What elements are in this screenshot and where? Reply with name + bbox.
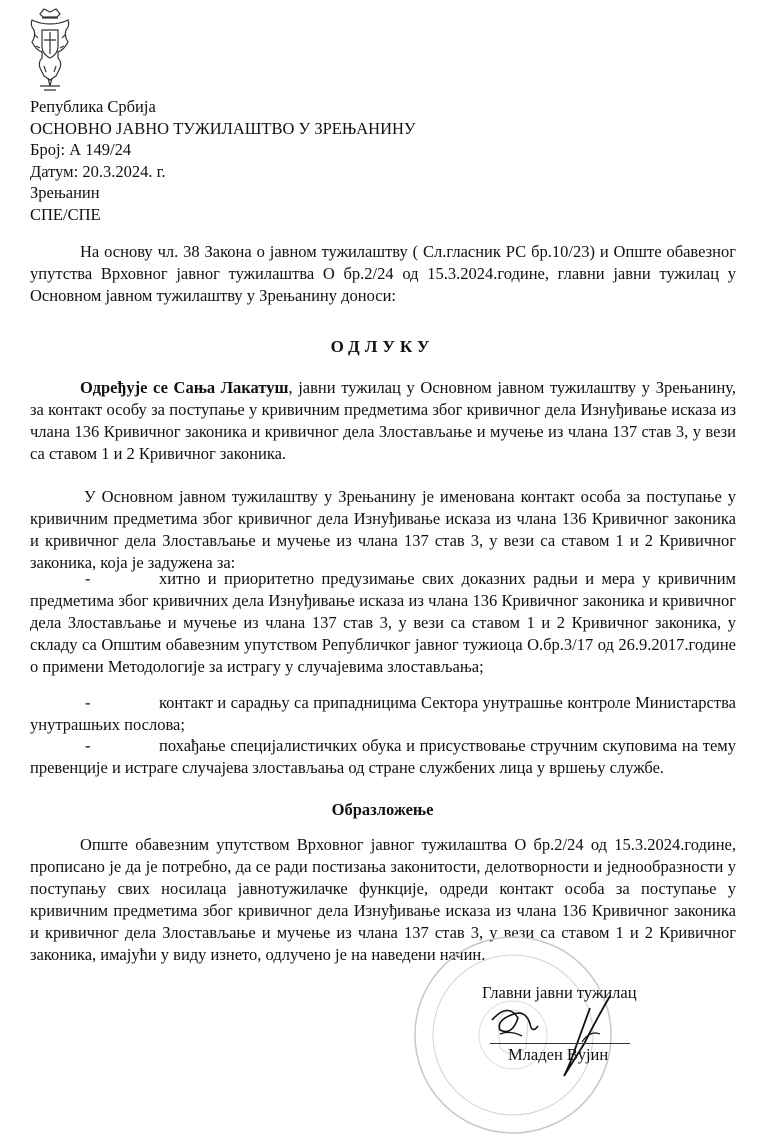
reference-code: СПЕ/СПЕ bbox=[30, 204, 101, 224]
decision-paragraph bbox=[30, 377, 736, 465]
case-number: Број: А 149/24 bbox=[30, 140, 132, 159]
intro-paragraph: На основу чл. 38 Закона о јавном тужилаштву ( Сл.гласник РС бр.10/23) и Опште обавезног упутства Врховног јавног тужилаштва О бр.2/24 од 15.3.2024.године, главни јавни тужилац у Основном јавном тужилаштву у Зрењанину доноси: bbox=[30, 242, 736, 305]
duty-dash: - bbox=[85, 693, 91, 712]
duties-intro-paragraph: У Основном јавном тужилаштву у Зрењанину је именована контакт особа за поступање у кривичним предметима због кривичног дела Изнуђивање исказа из члана 136 Кривичног законика и кривичног дела Злостављање и мучење из члана 137 став 3, у вези са ставом 1 и 2 Кривичног законика, која је задужена за: bbox=[30, 487, 736, 572]
decision-text: , јавни тужилац у Основном јавном тужилаштву у Зрењанину, за контакт особу за поступање у кривичним предметима због кривичног дела Изнуђивање исказа из члана 136 Кривичног законика и кривичног дела Злостављање и мучење из члана 137 став 3, у вези са ставом 1 и 2 Кривичног законика. bbox=[30, 378, 736, 463]
signatory-role: Главни јавни тужилац bbox=[482, 983, 637, 1002]
duty-text: похађање специјалистичких обука и присуствовање стручним скуповима на тему превенције и истраге случајева злостављања од стране службених лица у вршењу службе. bbox=[30, 736, 736, 777]
duty-item bbox=[30, 568, 736, 678]
document-header bbox=[30, 96, 416, 225]
city-name: Зрењанин bbox=[30, 183, 100, 202]
reasoning-title: Образложење bbox=[331, 800, 434, 819]
signature-line bbox=[490, 1043, 630, 1044]
duty-text: хитно и приоритетно предузимање свих доказних радњи и мера у кривичним предметима због кривичних дела Изнуђивање исказа из члана 136 Кривичног законика и кривичног дела Злостављање и мучење из члана 137 став 3, у вези са ставом 1 и 2 Кривичног законика, у складу са Општим обавезним упутством Републичког јавног тужиоца О.бр.3/17 од 26.9.2017.године о примени Методологије за истрагу у случајевима злостављања; bbox=[30, 569, 736, 676]
signatory-name: Младен Вујин bbox=[508, 1045, 609, 1064]
decision-bold-lead: Одређује се Сања Лакатуш bbox=[80, 378, 289, 397]
handwritten-signature bbox=[470, 990, 640, 1080]
reasoning-paragraph: Опште обавезним упутством Врховног јавног тужилаштва О бр.2/24 од 15.3.2024.године, прописано је да је потребно, да се ради постизања законитости, делотворности и једнообразности у поступању свих носилаца јавнотужилачке функције, одреди контакт особа за поступање у кривичним предметима због кривичног дела Изнуђивање исказа из члана 136 Кривичног законика и кривичног дела Злостављање и мучење из члана 137 став 3, у вези са ставом 1 и 2 Кривичног законика, имајући у виду изнето, одлучено је на наведени начин. bbox=[30, 835, 736, 964]
office-name: ОСНОВНО ЈАВНО ТУЖИЛАШТВО У ЗРЕЊАНИНУ bbox=[30, 118, 416, 138]
coat-of-arms-icon bbox=[26, 6, 74, 98]
duty-dash: - bbox=[85, 569, 91, 588]
duty-text: контакт и сарадњу са припадницима Сектора унутрашње контроле Министарства унутрашњих послова; bbox=[30, 693, 736, 734]
country-name: Република Србија bbox=[30, 97, 156, 116]
decision-title: ОДЛУКУ bbox=[330, 337, 435, 356]
duty-dash: - bbox=[85, 736, 91, 755]
duty-item bbox=[30, 735, 736, 779]
duty-item bbox=[30, 692, 736, 736]
document-date: Датум: 20.3.2024. г. bbox=[30, 161, 166, 181]
